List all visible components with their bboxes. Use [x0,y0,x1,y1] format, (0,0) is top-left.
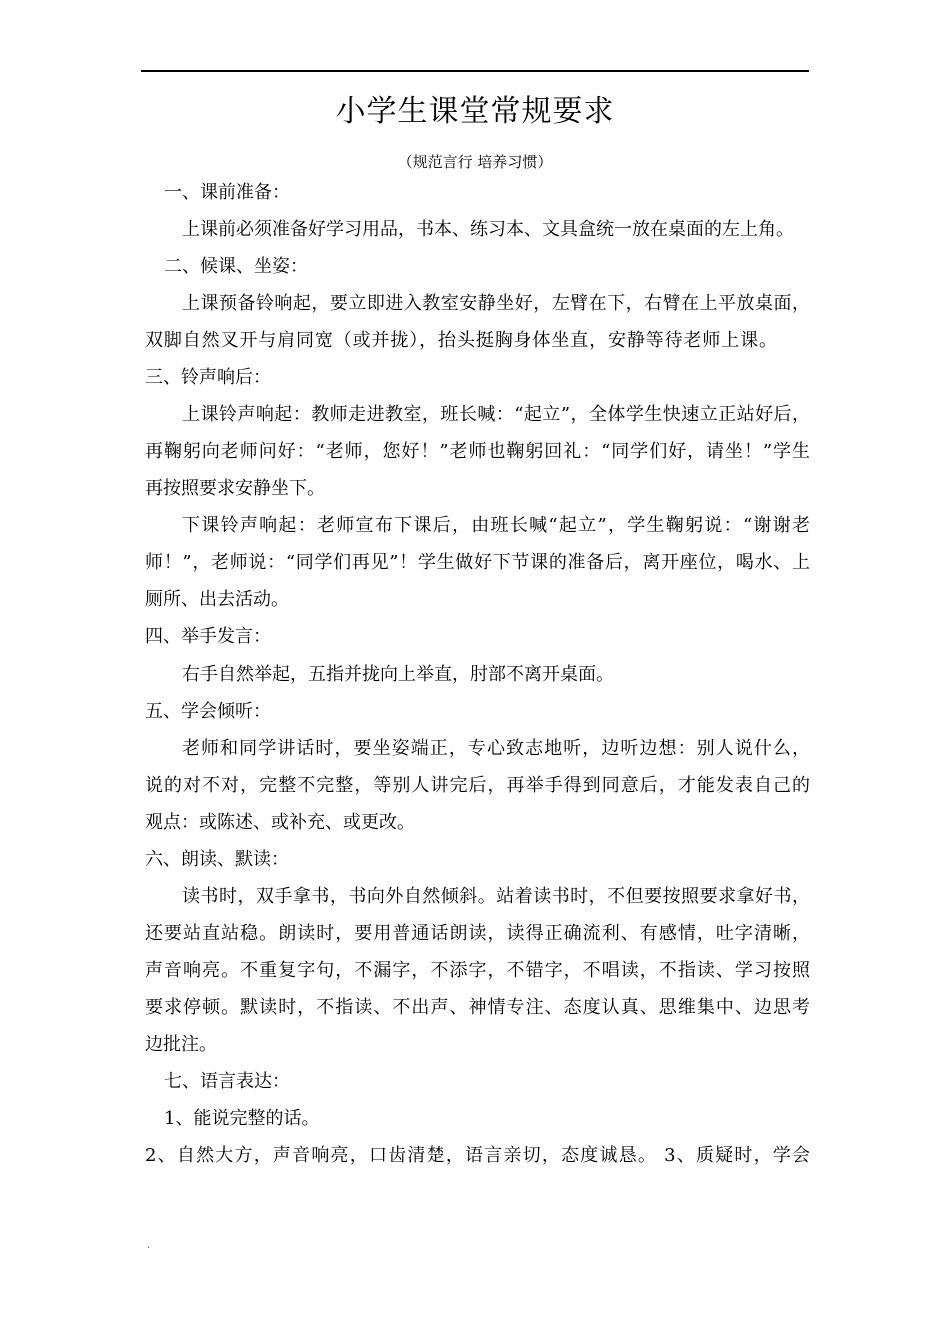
paragraph-line: 观点：或陈述、或补充、或更改。 [145,812,415,833]
paragraph-line: 老师和同学讲话时，要坐姿端正，专心致志地听，边听边想：别人说什么， [182,738,810,759]
list-item: 2、自然大方，声音响亮，口齿清楚，语言亲切，态度诚恳。 3、质疑时，学会 [145,1145,810,1166]
paragraph-line: 师！”，老师说：“同学们再见”！学生做好下节课的准备后，离开座位，喝水、上 [145,552,810,573]
section-heading-4: 四、举手发言： [145,626,271,647]
footer-mark: . [147,1240,151,1251]
section-heading-7: 七、语言表达： [164,1071,290,1092]
paragraph-line: 要求停顿。默读时，不指读、不出声、神情专注、态度认真、思维集中、边思考 [145,997,810,1018]
section-heading-5: 五、学会倾听： [145,701,271,722]
section-heading-1: 一、课前准备： [164,182,290,203]
paragraph-line: 边批注。 [145,1034,217,1055]
paragraph-line: 右手自然举起，五指并拢向上举直，肘部不离开桌面。 [182,664,614,685]
section-heading-3: 三、铃声响后： [145,367,271,388]
paragraph-line: 读书时，双手拿书，书向外自然倾斜。站着读书时，不但要按照要求拿好书， [182,886,810,907]
paragraph-line: 厕所、出去活动。 [145,589,289,610]
page-title: 小学生课堂常规要求 [335,94,615,129]
paragraph-line: 下课铃声响起：老师宣布下课后，由班长喊“起立”，学生鞠躬说：“谢谢老 [182,515,810,536]
paragraph-line: 上课铃声响起：教师走进教室，班长喊：“起立”，全体学生快速立正站好后， [182,404,810,425]
paragraph-line: 再按照要求安静坐下。 [145,478,325,499]
list-item: 1、能说完整的话。 [164,1108,320,1129]
paragraph-line: 说的对不对，完整不完整，等别人讲完后，再举手得到同意后，才能发表自己的 [145,775,810,796]
section-heading-6: 六、朗读、默读： [145,849,289,870]
paragraph-line: 再鞠躬向老师问好：“老师，您好！”老师也鞠躬回礼：“同学们好，请坐！”学生 [145,441,810,462]
paragraph-line: 还要站直站稳。朗读时，要用普通话朗读，读得正确流利、有感情，吐字清晰， [145,923,810,944]
section-heading-2: 二、候课、坐姿： [164,256,308,277]
paragraph-line: 上课预备铃响起，要立即进入教室安静坐好，左臂在下，右臂在上平放桌面， [182,293,810,314]
page-subtitle: （规范言行 培养习惯） [397,153,553,171]
paragraph-line: 双脚自然叉开与肩同宽（或并拢），抬头挺胸身体坐直，安静等待老师上课。 [145,330,777,351]
paragraph-line: 上课前必须准备好学习用品，书本、练习本、文具盒统一放在桌面的左上角。 [182,219,794,240]
header-rule [141,70,809,72]
paragraph-line: 声音响亮。不重复字句，不漏字，不添字，不错字，不唱读，不指读、学习按照 [145,960,810,981]
